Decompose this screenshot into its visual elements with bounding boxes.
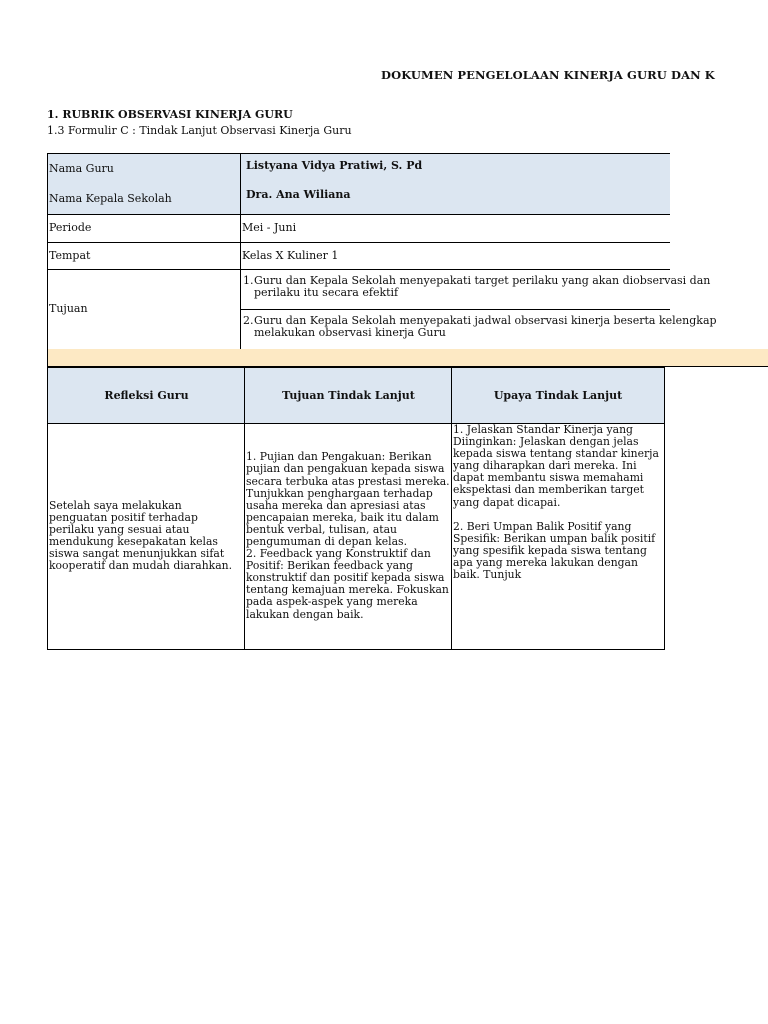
tujuan-1-line2: perilaku itu secara efektif [254, 286, 399, 299]
tujuan-1-line1: Guru dan Kepala Sekolah menyepakati target perilaku yang akan diobservasi dan [254, 274, 711, 287]
header-upaya-tindak-lanjut: Upaya Tindak Lanjut [451, 367, 665, 424]
tujuan-item-2 [240, 309, 717, 350]
tujuan-2-number: 2. [243, 314, 254, 327]
tujuan-2-line2: melakukan observasi kinerja Guru [254, 326, 446, 339]
kepala-sekolah-value: Dra. Ana Wiliana [240, 183, 670, 215]
refleksi-text: Setelah saya melakukan penguatan positif terhadap perilaku yang sesuai atau mendukung kesepakatan kelas siswa sangat menunjukkan sifat kooperatif dan mudah diarahkan. [49, 498, 233, 573]
tempat-value: Kelas X Kuliner 1 [240, 242, 670, 270]
upaya-text-2: 2. Beri Umpan Balik Positif yang Spesifik: Berikan umpan balik positif yang spesifik kepada siswa tentang apa yang mereka lakukan dengan baik. Tunjuk [453, 519, 656, 582]
kepala-sekolah-label: Nama Kepala Sekolah [47, 183, 241, 215]
document-title: DOKUMEN PENGELOLAAN KINERJA GURU DAN K [381, 68, 715, 82]
periode-value: Mei - Juni [240, 214, 670, 243]
upaya-text-1: 1. Jelaskan Standar Kinerja yang Diinginkan: Jelaskan dengan jelas kepada siswa tentang standar kinerja yang diharapkan dari mereka. Ini dapat membantu siswa memahami ekspektasi dan memberikan target yang dapat dicapai. [453, 423, 659, 509]
tujuan-cell [244, 423, 452, 650]
spacer-band [47, 349, 768, 367]
tujuan-text: 1. Pujian dan Pengakuan: Berikan pujian dan pengakuan kepada siswa secara terbuka atas prestasi mereka. Tunjukkan penghargaan terhadap usaha mereka dan apresiasi atas pencapaian mereka, baik itu dalam bentuk verbal, tulisan, atau pengumuman di depan kelas. 2. Feedback yang Konstruktif dan Positif: Berikan feedback yang konstruktif dan positif kepada siswa tentang kemajuan mereka. Fokuskan pada aspek-aspek yang mereka lakukan dengan baik. [246, 450, 450, 621]
refleksi-cell [47, 423, 245, 650]
nama-guru-value: Listyana Vidya Pratiwi, S. Pd [240, 153, 670, 184]
header-refleksi-guru: Refleksi Guru [47, 367, 245, 424]
nama-guru-label: Nama Guru [47, 153, 241, 184]
upaya-cell [451, 423, 665, 650]
section-title: 1. RUBRIK OBSERVASI KINERJA GURU [47, 108, 293, 121]
header-tujuan-tindak-lanjut: Tujuan Tindak Lanjut [244, 367, 452, 424]
tempat-label: Tempat [47, 242, 241, 270]
tujuan-label: Tujuan [47, 269, 241, 350]
form-subtitle: 1.3 Formulir C : Tindak Lanjut Observasi Kinerja Guru [47, 124, 352, 137]
periode-label: Periode [47, 214, 241, 243]
tujuan-item-1 [240, 269, 711, 310]
tujuan-1-number: 1. [243, 274, 254, 287]
tujuan-2-line1: Guru dan Kepala Sekolah menyepakati jadwal observasi kinerja beserta kelengkap [254, 314, 717, 327]
